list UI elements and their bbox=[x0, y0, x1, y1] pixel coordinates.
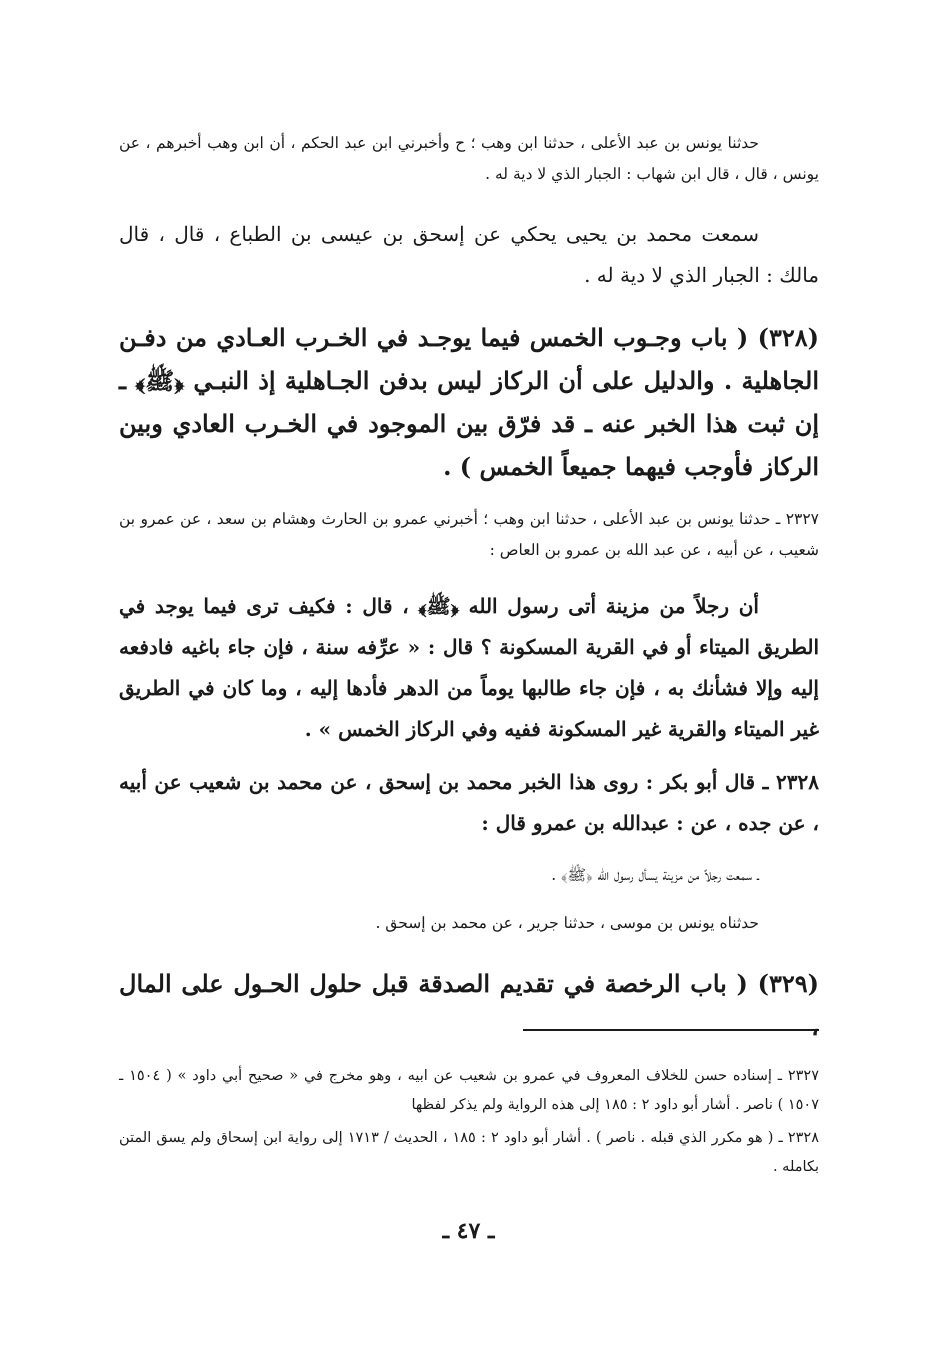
section-heading-328: (٣٢٨) ( باب وجـوب الخمس فيما يوجـد في الخـرب العـادي من دفـن الجاهلية . والدليل على أن الركاز ليس بدفن الجـاهلية إذ النبـي ﴿ﷺ﴾ ـ إن ثبت هذا الخبر عنه ـ قد فرّق بين الموجود في الخـرب العادي وبين الركاز فأوجب فيهما جميعاً الخمس ) . bbox=[119, 323, 819, 481]
section-heading-329: (٣٢٩) ( باب الرخصة في تقديم الصدقة قبل حلول الحـول على المال ، bbox=[119, 969, 819, 1041]
hadith-2327-text: أن رجلاً من مزينة أتى رسول الله ﴿ﷺ﴾ ، قال : فكيف ترى فيما يوجد في الطريق الميتاء أو في القرية المسكونة ؟ قال : « عرِّفه سنة ، فإن جاء باغيه فادفعه إليه وإلا فشأنك به ، فإن جاء طالبها يوماً من الدهر فأدها إليه ، وما كان في الطريق غير الميتاء والقرية غير المسكونة ففيه وفي الركاز الخمس » . bbox=[119, 594, 819, 741]
paragraph-isnad-1: حدثنا يونس بن عبد الأعلى ، حدثنا ابن وهب ؛ ح وأخبرني ابن عبد الحكم ، أن ابن وهب أخبرهم ، عن يونس ، قال ، قال ابن شهاب : الجبار الذي لا دية له . bbox=[119, 134, 819, 183]
footnote-divider bbox=[523, 1029, 819, 1031]
hadith-2327-isnad: ٢٣٢٧ ـ حدثنا يونس بن عبد الأعلى ، حدثنا ابن وهب ؛ أخبرني عمرو بن الحارث وهشام بن سعد ، عن عمرو بن شعيب ، عن أبيه ، عن عبد الله بن عمرو بن العاص : bbox=[119, 510, 819, 559]
paragraph-isnad-2: سمعت محمد بن يحيى يحكي عن إسحق بن عيسى بن الطباع ، قال ، قال مالك : الجبار الذي لا دية له . bbox=[119, 222, 819, 287]
footnote-2328: ٢٣٢٨ ـ ( هو مكرر الذي قبله . ناصر ) . أشار أبو داود ٢ : ١٨٥ ، الحديث / ١٧١٣ إلى رواية ابن إسحاق ولم يسق المتن بكامله . bbox=[119, 1130, 820, 1175]
footnote-2327: ٢٣٢٧ ـ إسناده حسن للخلاف المعروف في عمرو بن شعيب عن ابيه ، وهو مخرج في « صحيح أبي داود » ( ١٥٠٤ ـ ١٥٠٧ ) ناصر . أشار أبو داود ٢ : ١٨٥ إلى هذه الرواية ولم يذكر لفظها bbox=[119, 1068, 820, 1113]
hadith-2328-chain: حدثناه يونس بن موسى ، حدثنا جرير ، عن محمد بن إسحق . bbox=[375, 914, 759, 932]
hadith-2328-isnad: ٢٣٢٨ ـ قال أبو بكر : روى هذا الخبر محمد بن إسحق ، عن محمد بن شعيب عن أبيه ، عن جده ، عن : عبدالله بن عمرو قال : bbox=[119, 770, 819, 835]
page-number: ـ ٤٧ ـ bbox=[442, 1218, 495, 1244]
hadith-2328-text: ـ سمعت رجلاً من مزينة يسأل رسول الله ﴿ﷺ﴾ . bbox=[551, 866, 759, 884]
